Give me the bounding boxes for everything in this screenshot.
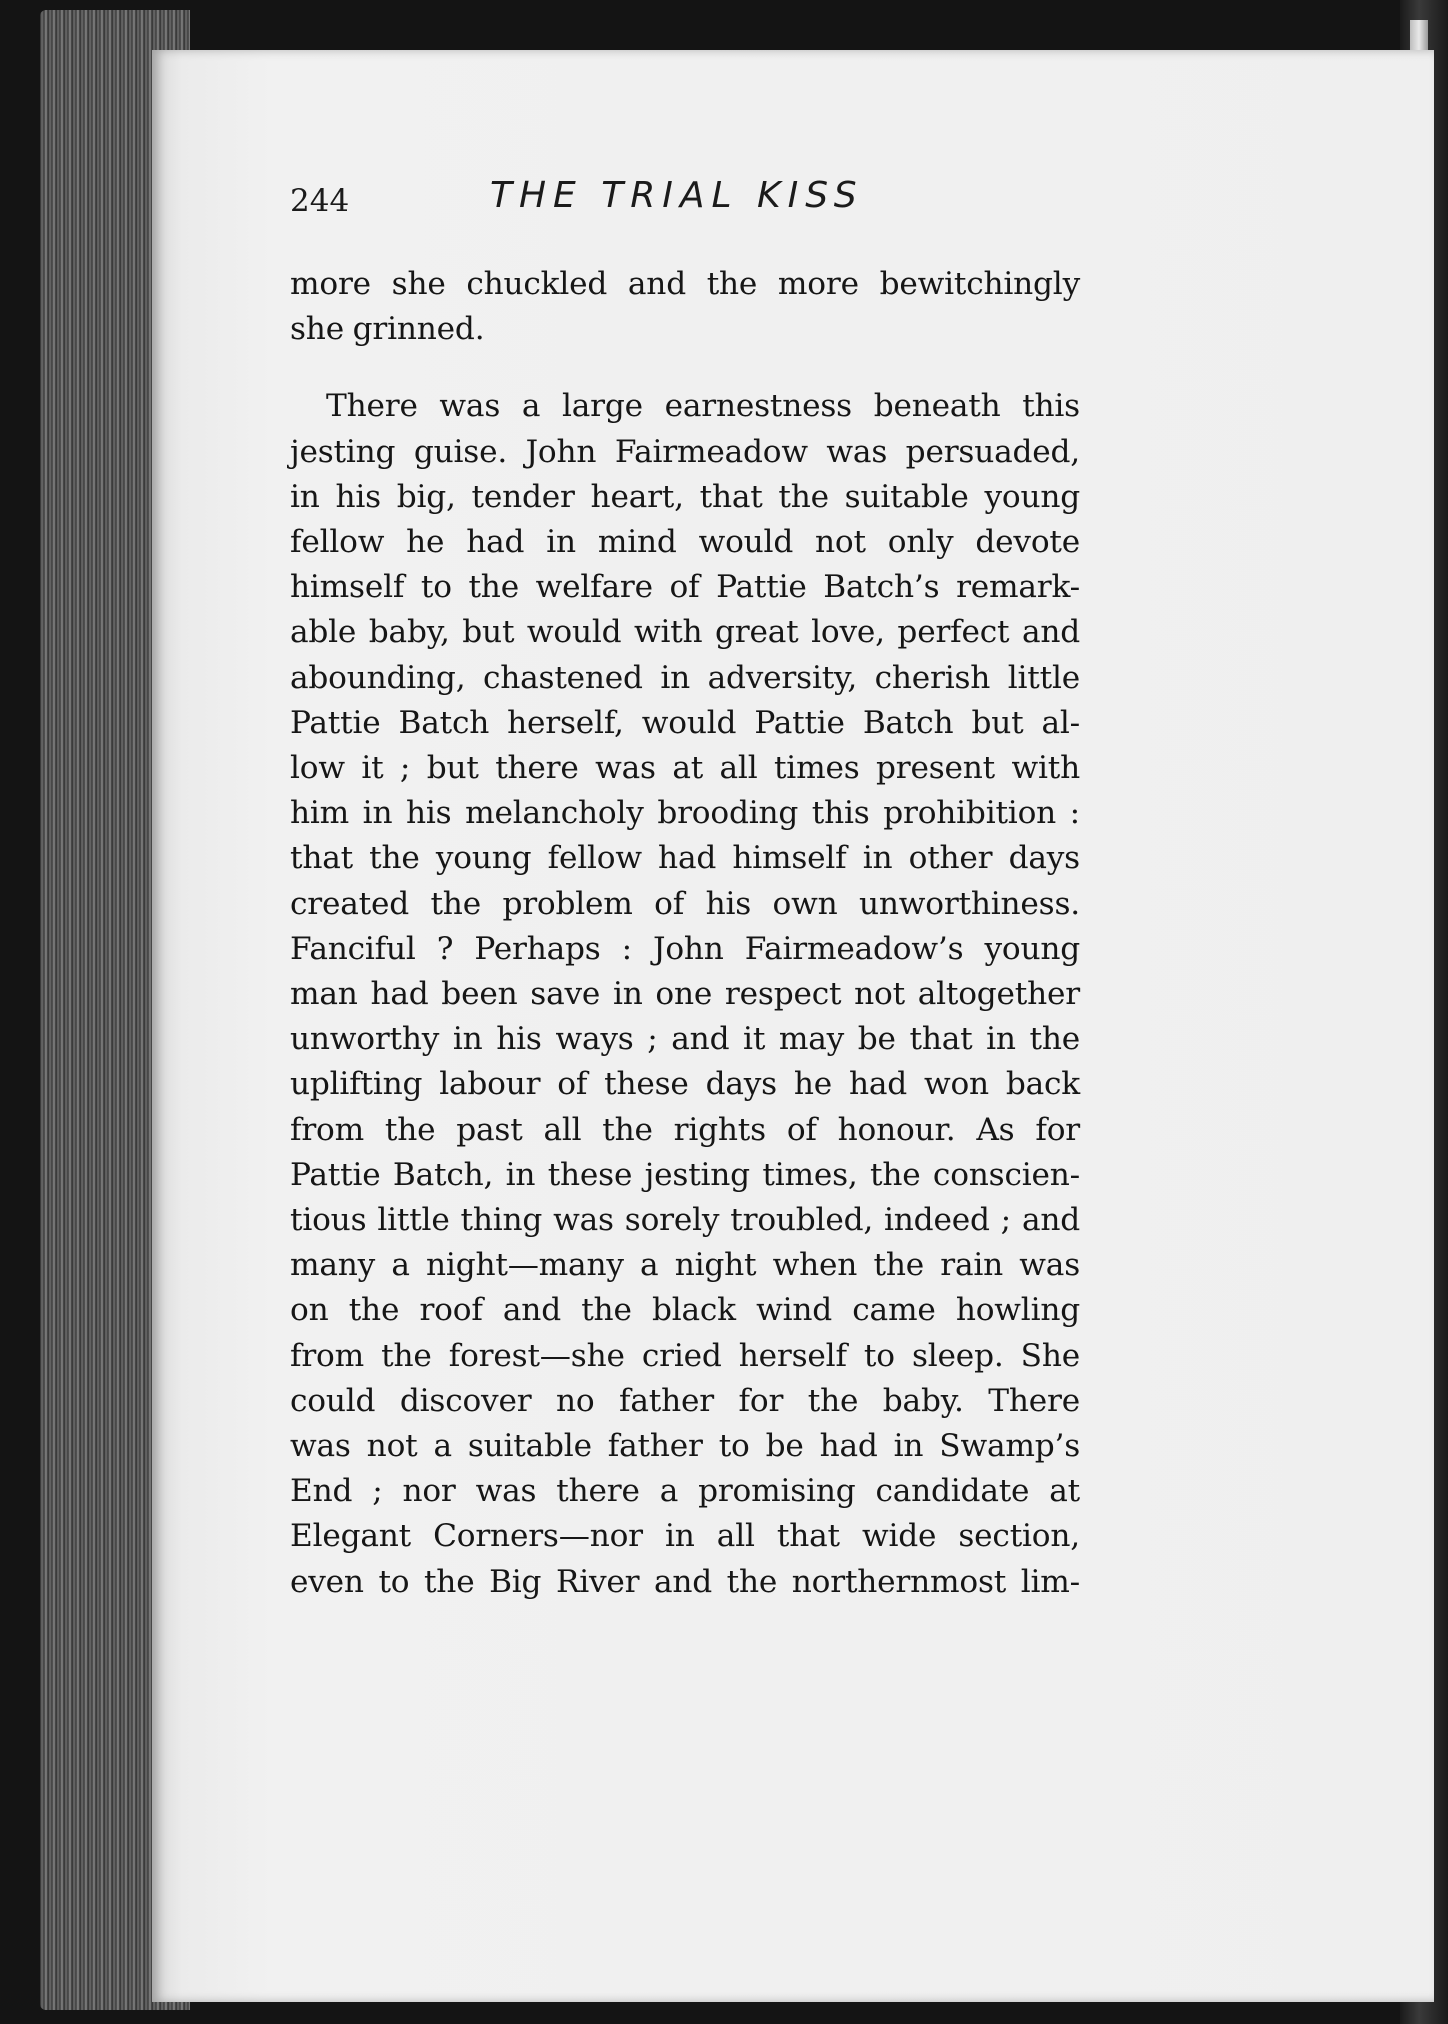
text-line: There was a large earnestness beneath this [326,388,1080,425]
text-line: End ; nor was there a promising candidate at [290,1473,1080,1510]
text-line: low it ; but there was at all times present with [290,750,1080,787]
body-text [290,262,1080,1605]
text-line: Fanciful ? Perhaps : John Fairmeadow’s young [290,930,1080,967]
text-line: in his big, tender heart, that the suitable young [290,478,1080,515]
text-line: fellow he had in mind would not only devote [290,524,1080,561]
text-line: him in his melancholy brooding this prohibition : [290,795,1080,832]
text-line: from the forest—she cried herself to sleep. She [290,1337,1080,1374]
text-line: could discover no father for the baby. There [290,1382,1080,1419]
text-line: Pattie Batch, in these jesting times, the conscien- [290,1156,1080,1193]
running-title: THE TRIAL KISS [490,175,864,216]
text-line: that the young fellow had himself in other days [290,840,1080,877]
running-head [290,175,1010,235]
text-line: able baby, but would with great love, perfect and [290,614,1080,651]
text-line: from the past all the rights of honour. As for [290,1111,1080,1148]
text-line: Pattie Batch herself, would Pattie Batch but al- [290,704,1080,741]
text-line: himself to the welfare of Pattie Batch’s remark- [290,569,1080,606]
text-line: created the problem of his own unworthiness. [290,885,1080,922]
text-line: she grinned. [290,311,485,348]
text-line: was not a suitable father to be had in Swamp’s [290,1428,1080,1465]
text-line: tious little thing was sorely troubled, indeed ; and [290,1202,1080,1239]
text-line: abounding, chastened in adversity, cherish little [290,659,1080,696]
text-line: unworthy in his ways ; and it may be that in the [290,1021,1080,1058]
text-line: even to the Big River and the northernmost lim- [290,1563,1080,1600]
paragraph-2 [290,384,1080,1604]
text-line: jesting guise. John Fairmeadow was persuaded, [290,433,1080,470]
paragraph-gap [290,352,1080,384]
text-line: man had been save in one respect not altogether [290,976,1080,1013]
text-line: on the roof and the black wind came howling [290,1292,1080,1329]
text-line: Elegant Corners—nor in all that wide section, [290,1518,1080,1555]
text-line: more she chuckled and the more bewitchingly [290,266,1080,302]
text-line: many a night—many a night when the rain was [290,1247,1080,1284]
page-number: 244 [290,183,350,219]
text-line: uplifting labour of these days he had won back [290,1066,1080,1103]
paragraph-1 [290,262,1080,352]
